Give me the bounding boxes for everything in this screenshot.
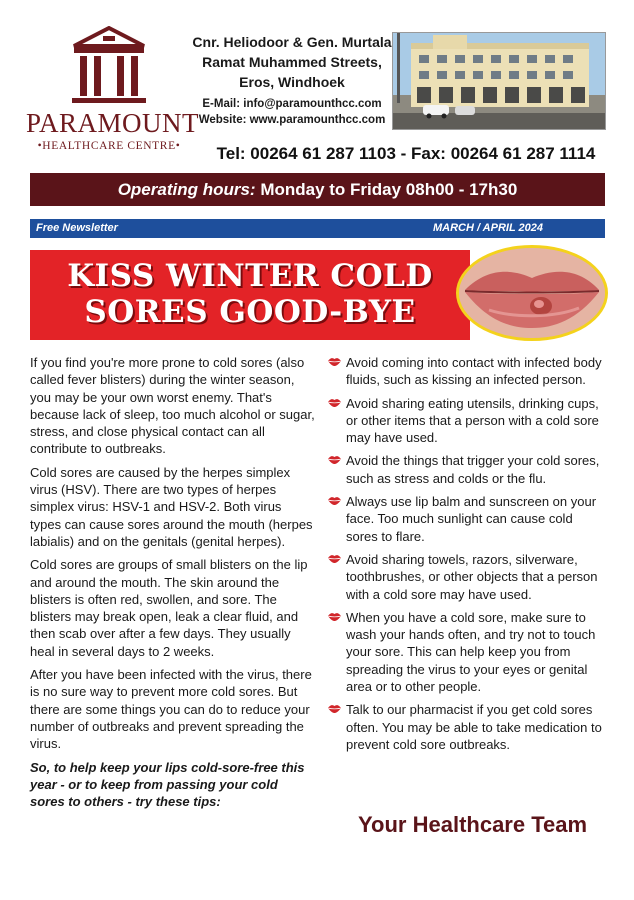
tips-lead-in: So, to help keep your lips cold-sore-free this year - or to keep from passing your cold sores to others - try these tips:	[30, 759, 305, 809]
address-block	[192, 32, 392, 92]
lips-icon	[328, 455, 341, 464]
tip-text: When you have a cold sore, make sure to wash your hands often, and try not to touch your sore. This can help keep you from spreading the virus to your eyes or genital area or to other people.	[346, 609, 596, 695]
building-photo	[392, 32, 606, 130]
website-text[interactable]: Website: www.paramounthcc.com	[198, 114, 386, 126]
tip-item	[328, 395, 606, 447]
logo-subtitle: •HEALTHCARE CENTRE•	[37, 140, 181, 152]
newsletter-label: Free Newsletter	[36, 222, 118, 234]
tip-text: Avoid sharing towels, razors, silverware, toothbrushes, or other objects that a person with a cold sore may have used.	[346, 551, 598, 602]
lips-icon	[328, 612, 341, 621]
article-paragraph: If you find you're more prone to cold sores (also called fever blisters) during the winter season, you may be your own worst enemy. That's because lack of sleep, too much alcohol or sugar, stress, and close physical contact can all contribute to outbreaks.	[30, 355, 315, 457]
newsletter-bar	[30, 219, 605, 238]
article-title-line: KISS WINTER COLD	[67, 258, 433, 294]
tips-list	[328, 354, 606, 759]
article-body-left	[30, 354, 316, 816]
article-paragraph: Cold sores are groups of small blisters on the lip and around the mouth. The skin around the blisters is often red, swollen, and sore. The blisters may break open, leak a clear fluid, and then scab over after a few days. They usually heal in several days to 2 weeks.	[30, 557, 308, 659]
operating-hours-value: Monday to Friday 08h00 - 17h30	[260, 180, 518, 199]
lips-icon	[328, 554, 341, 563]
article-paragraph: Cold sores are caused by the herpes simplex virus (HSV). There are two types of herpes simplex virus: HSV-1 and HSV-2. Both virus types can cause sores around the mouth (herpes labialis) and on the genitals (genital herpes).	[30, 464, 313, 549]
tip-item	[328, 452, 606, 487]
lips-icon	[328, 398, 341, 407]
tip-text: Avoid coming into contact with infected body fluids, such as kissing an infected person.	[346, 355, 602, 388]
phone-fax-line: Tel: 00264 61 287 1103 - Fax: 00264 61 287 1114	[216, 144, 596, 163]
address-line: Cnr. Heliodoor & Gen. Murtala	[192, 34, 392, 50]
article-title-line: SORES GOOD-BYE	[84, 294, 416, 330]
tip-text: Avoid the things that trigger your cold sores, such as stress and colds or the flu.	[346, 453, 600, 486]
tip-item	[328, 354, 606, 389]
logo-name: PARAMOUNT	[26, 108, 200, 138]
tip-text: Talk to our pharmacist if you get cold sores often. You may be able to take medication to prevent cold sore outbreaks.	[346, 702, 602, 752]
tip-text: Avoid sharing eating utensils, drinking cups, or other items that a person with a cold sore may have used.	[346, 395, 599, 446]
newsletter-issue: MARCH / APRIL 2024	[432, 222, 543, 234]
article-title	[30, 258, 470, 330]
tip-text: Always use lip balm and sunscreen on your face. Too much sunlight can cause cold sores to flare.	[346, 494, 597, 544]
lips-icon	[328, 496, 341, 505]
contact-block	[192, 96, 392, 128]
lips-icon	[328, 357, 341, 366]
operating-hours-bar	[30, 173, 605, 206]
building-icon	[70, 26, 148, 106]
lips-icon	[328, 704, 341, 713]
signoff: Your Healthcare Team	[358, 812, 588, 837]
address-line: Ramat Muhammed Streets,	[202, 54, 382, 70]
tip-item	[328, 701, 606, 753]
address-line: Eros, Windhoek	[239, 74, 345, 90]
article-paragraph: After you have been infected with the virus, there is no sure way to prevent more cold sores. But there are some things you can do to reduce your number of outbreaks and prevent spreading the virus.	[30, 667, 312, 752]
tip-item	[328, 493, 606, 545]
operating-hours-label: Operating hours:	[117, 180, 256, 199]
paramount-logo	[26, 26, 200, 158]
tip-item	[328, 609, 606, 695]
tip-item	[328, 551, 606, 603]
cold-sore-lips-photo	[456, 245, 608, 341]
email-text[interactable]: E-Mail: info@paramounthcc.com	[202, 98, 382, 110]
